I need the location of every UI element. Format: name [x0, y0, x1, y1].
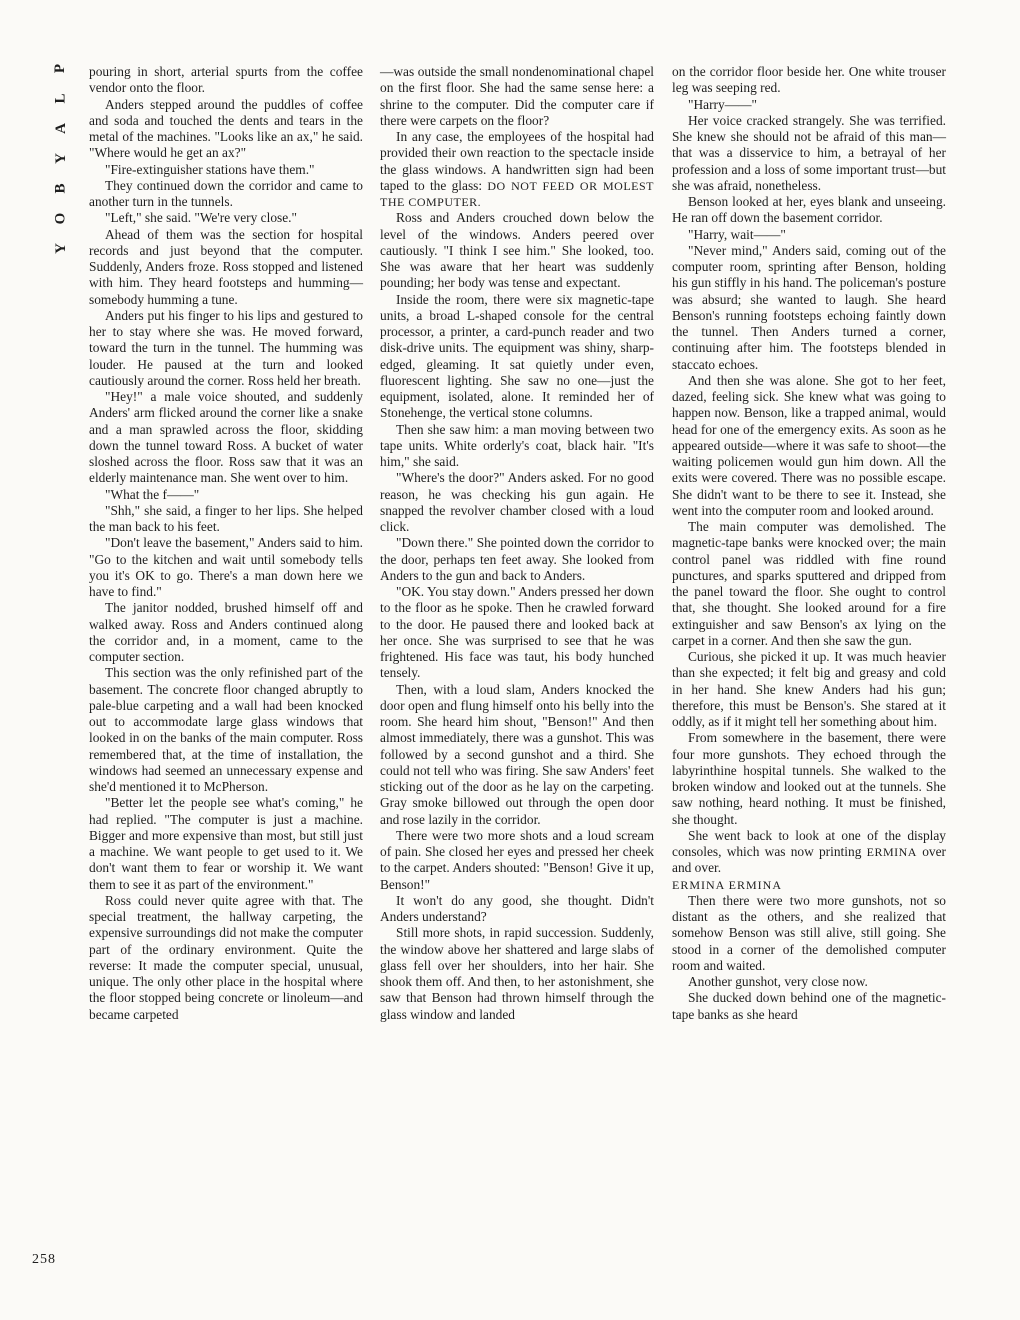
spine-letter: L	[52, 93, 69, 104]
paragraph: Another gunshot, very close now.	[688, 974, 868, 989]
paragraph: Ahead of them was the section for hospital records and just beyond that the computer. Suddenly, Anders froze. Ross stopped and listened with him. They heard footsteps and humming—somebody humming a tune.	[89, 226, 363, 307]
paragraph: "OK. You stay down." Anders pressed her down to the floor as he spoke. Then he crawled forward to the door. He paused there and looked back at her once. She was surprised to see that he was frightened. His face was taut, his body hunched tensely.	[380, 584, 654, 681]
magazine-spine-title	[48, 60, 74, 270]
text-column-2	[380, 64, 654, 1023]
paragraph: Then she saw him: a man moving between two tape units. White orderly's coat, black hair. "It's him," she said.	[380, 421, 654, 469]
paragraph: "Never mind," Anders said, coming out of the computer room, sprinting after Benson, holding his gun stiffly in his hand. The policeman's posture was absurd; she wanted to laugh. She heard Benson's running footsteps echoing faintly down the tunnel. Then Anders turned a corner, continuing after him. The footsteps blended in staccato echoes.	[672, 242, 946, 372]
spine-letter: Y	[52, 153, 69, 164]
paragraph: "Don't leave the basement," Anders said to him. "Go to the kitchen and wait until somebody tells you it's OK to go. There's a man down here we have to find."	[89, 535, 363, 599]
paragraph: There were two more shots and a loud scream of pain. She closed her eyes and pressed her cheek to the carpet. Anders shouted: "Benson! Give it up, Benson!"	[380, 827, 654, 892]
paragraph: She ducked down behind one of the magnetic-tape banks as she heard	[672, 990, 946, 1022]
spine-letter: P	[52, 63, 69, 74]
paragraph: on the corridor floor beside her. One white trouser leg was seeping red.	[672, 64, 946, 96]
paragraph: Ross and Anders crouched down below the level of the windows. Anders peered over cautiously. "I think I see him." She looked, too. She was aware that her heart was suddenly pounding; her body was tense and expectant.	[380, 210, 654, 291]
paragraph-text: She went back to look at one of the display consoles, which was now printing	[672, 827, 946, 859]
paragraph	[380, 129, 654, 210]
paragraph-text: In any case, the employees of the hospital had provided their own reaction to the spectacle inside the glass windows. A handwritten sign had been taped to the glass:	[380, 129, 654, 193]
paragraph: They continued down the corridor and came to another turn in the tunnels.	[89, 177, 363, 209]
spine-letter: A	[52, 123, 69, 134]
paragraph: This section was the only refinished part of the basement. The concrete floor changed abruptly to pale-blue carpeting and a wall had been knocked out to accommodate large glass windows that looked in on the banks of the main computer. Ross remembered that, at the time of installation, the windows had seemed an unnecessary expense and she'd mentioned it to McPherson.	[89, 665, 363, 794]
paragraph: Then there were two more gunshots, not so distant as the others, and she realized that somehow Benson was still alive, still going. She stood in a corner of the demolished computer room and waited.	[672, 892, 946, 973]
paragraph: "Harry——"	[688, 96, 757, 112]
spine-letter: O	[52, 212, 69, 225]
paragraph: Anders stepped around the puddles of coffee and soda and touched the dents and tears in the metal of the machines. "Looks like an ax," he said. "Where would he get an ax?"	[89, 96, 363, 161]
paragraph: Ross could never quite agree with that. The special treatment, the hallway carpeting, the expensive surroundings did not make the computer part of the ordinary environment. Quite the reverse: It made the computer special, unusual, unique. The only other place in the hospital where the floor stopped being concrete or linoleum—and became carpeted	[89, 892, 363, 1022]
console-word: ERMINA	[866, 845, 917, 859]
paragraph: Inside the room, there were six magnetic-tape units, a broad L-shaped console for the central processor, a printer, a card-punch reader and two disk-drive units. The equipment was shiny, sharp-edged, gleaming. It sat quietly under even, fluorescent lighting. She saw no one—just the equipment, isolated, alone. It reminded her of Stonehenge, the vertical stone columns.	[380, 291, 654, 421]
paragraph: Curious, she picked it up. It was much heavier than she expected; it felt big and greasy and cold in her hand. She knew Anders had his gun; therefore, this must be Benson's. She stared at it oddly, as if it might tell her something about him.	[672, 649, 946, 729]
paragraph: "Down there." She pointed down the corridor to the door, perhaps ten feet away. She looked from Anders to the gun and back to Anders.	[380, 535, 654, 583]
paragraph: —was outside the small nondenominational chapel on the first floor. She had the same sense here: a shrine to the computer. Did the computer care if there were carpets on the floor?	[380, 64, 654, 128]
spine-letter: B	[52, 183, 69, 194]
paragraph: Then, with a loud slam, Anders knocked the door open and flung himself onto his belly into the room. She heard him shout, "Benson!" And then almost immediately, there was a gunshot. This was followed by a second gunshot and a third. She could not tell who was firing. She saw Anders' feet sticking out of the door as he lay on the carpeting. Gray smoke billowed out through the open door and rose lazily in the corridor.	[380, 681, 654, 827]
paragraph: "Left," she said. "We're very close."	[105, 210, 297, 226]
paragraph: "Harry, wait——"	[688, 226, 786, 242]
page-number: 258	[32, 1252, 56, 1267]
paragraph: "What the f——"	[105, 486, 200, 502]
text-column-3	[672, 64, 946, 1023]
paragraph: "Better let the people see what's coming," he had replied. "The computer is just a machine. Bigger and more expensive than most, but still just a machine. We want people to get used to it. We don't want them to fear or worship it. We want them to see it as part of the environment."	[89, 795, 363, 892]
paragraph: Her voice cracked strangely. She was terrified. She knew she should not be afraid of this man—that was a disservice to him, a betrayal of her profession and a loss of some important trust—but she was afraid, nonetheless.	[672, 112, 946, 193]
paragraph: "Shh," she said, a finger to her lips. She helped the man back to his feet.	[89, 502, 363, 534]
paragraph: "Fire-extinguisher stations have them."	[105, 161, 315, 177]
paragraph: "Where's the door?" Anders asked. For no good reason, he was checking his gun again. He snapped the revolver chamber closed with a loud click.	[380, 470, 654, 534]
paragraph: It won't do any good, she thought. Didn't Anders understand?	[380, 892, 654, 924]
paragraph: The janitor nodded, brushed himself off and walked away. Ross and Anders continued along the corridor and, in a moment, came to the computer section.	[89, 600, 363, 664]
paragraph: The main computer was demolished. The magnetic-tape banks were knocked over; the main control panel was riddled with fine round punctures, and sparks sputtered and dripped from the panel toward the floor. She ought to control that, she thought. She looked around for a fire extinguisher and saw Benson's ax lying on the carpet in a corner. And then she saw the gun.	[672, 519, 946, 648]
spine-letter: Y	[52, 243, 69, 254]
paragraph	[672, 828, 946, 877]
paragraph: Benson looked at her, eyes blank and unseeing. He ran off down the basement corridor.	[672, 194, 946, 226]
paragraph: And then she was alone. She got to her feet, dazed, feeling sick. She knew what was going to happen now. Benson, like a trapped animal, would head for one of the emergency exits. As soon as he appeared outside—where it was safe to shoot—the waiting policemen would gun him down. All the exits were covered. There was no possible escape. She didn't want to be there to see it. Instead, she went into the computer room and looked around.	[672, 372, 946, 518]
paragraph: pouring in short, arterial spurts from the coffee vendor onto the floor.	[89, 64, 363, 96]
text-column-1	[89, 64, 363, 1023]
taped-sign-text: DO NOT FEED OR MOLEST THE COMPUTER.	[380, 178, 654, 209]
paragraph: Anders put his finger to his lips and gestured to her to stay where she was. He moved forward, toward the turn in the tunnel. The humming was louder. He paused at the turn and looked cautiously around the corner. Ross held her breath.	[89, 307, 363, 388]
console-printout: ERMINA ERMINA	[672, 877, 783, 892]
paragraph-text: over and over.	[672, 844, 946, 876]
paragraph: "Hey!" a male voice shouted, and suddenly Anders' arm flicked around the corner like a snake and a man sprawled across the floor, skidding down the tunnel toward Ross. A bucket of water sloshed across the floor. Ross saw that it was an elderly maintenance man. She went over to him.	[89, 389, 363, 486]
paragraph: Still more shots, in rapid succession. Suddenly, the window above her shattered and large slabs of glass fell over her shoulders, into her hair. She shook them off. And then, to her astonishment, she saw that Benson had thrown himself through the glass window and landed	[380, 925, 654, 1022]
paragraph: From somewhere in the basement, there were four more gunshots. They echoed through the labyrinthine hospital tunnels. She walked to the broken window and looked out at the tunnels. She saw nothing, heard nothing. It must be finished, she thought.	[672, 730, 946, 827]
